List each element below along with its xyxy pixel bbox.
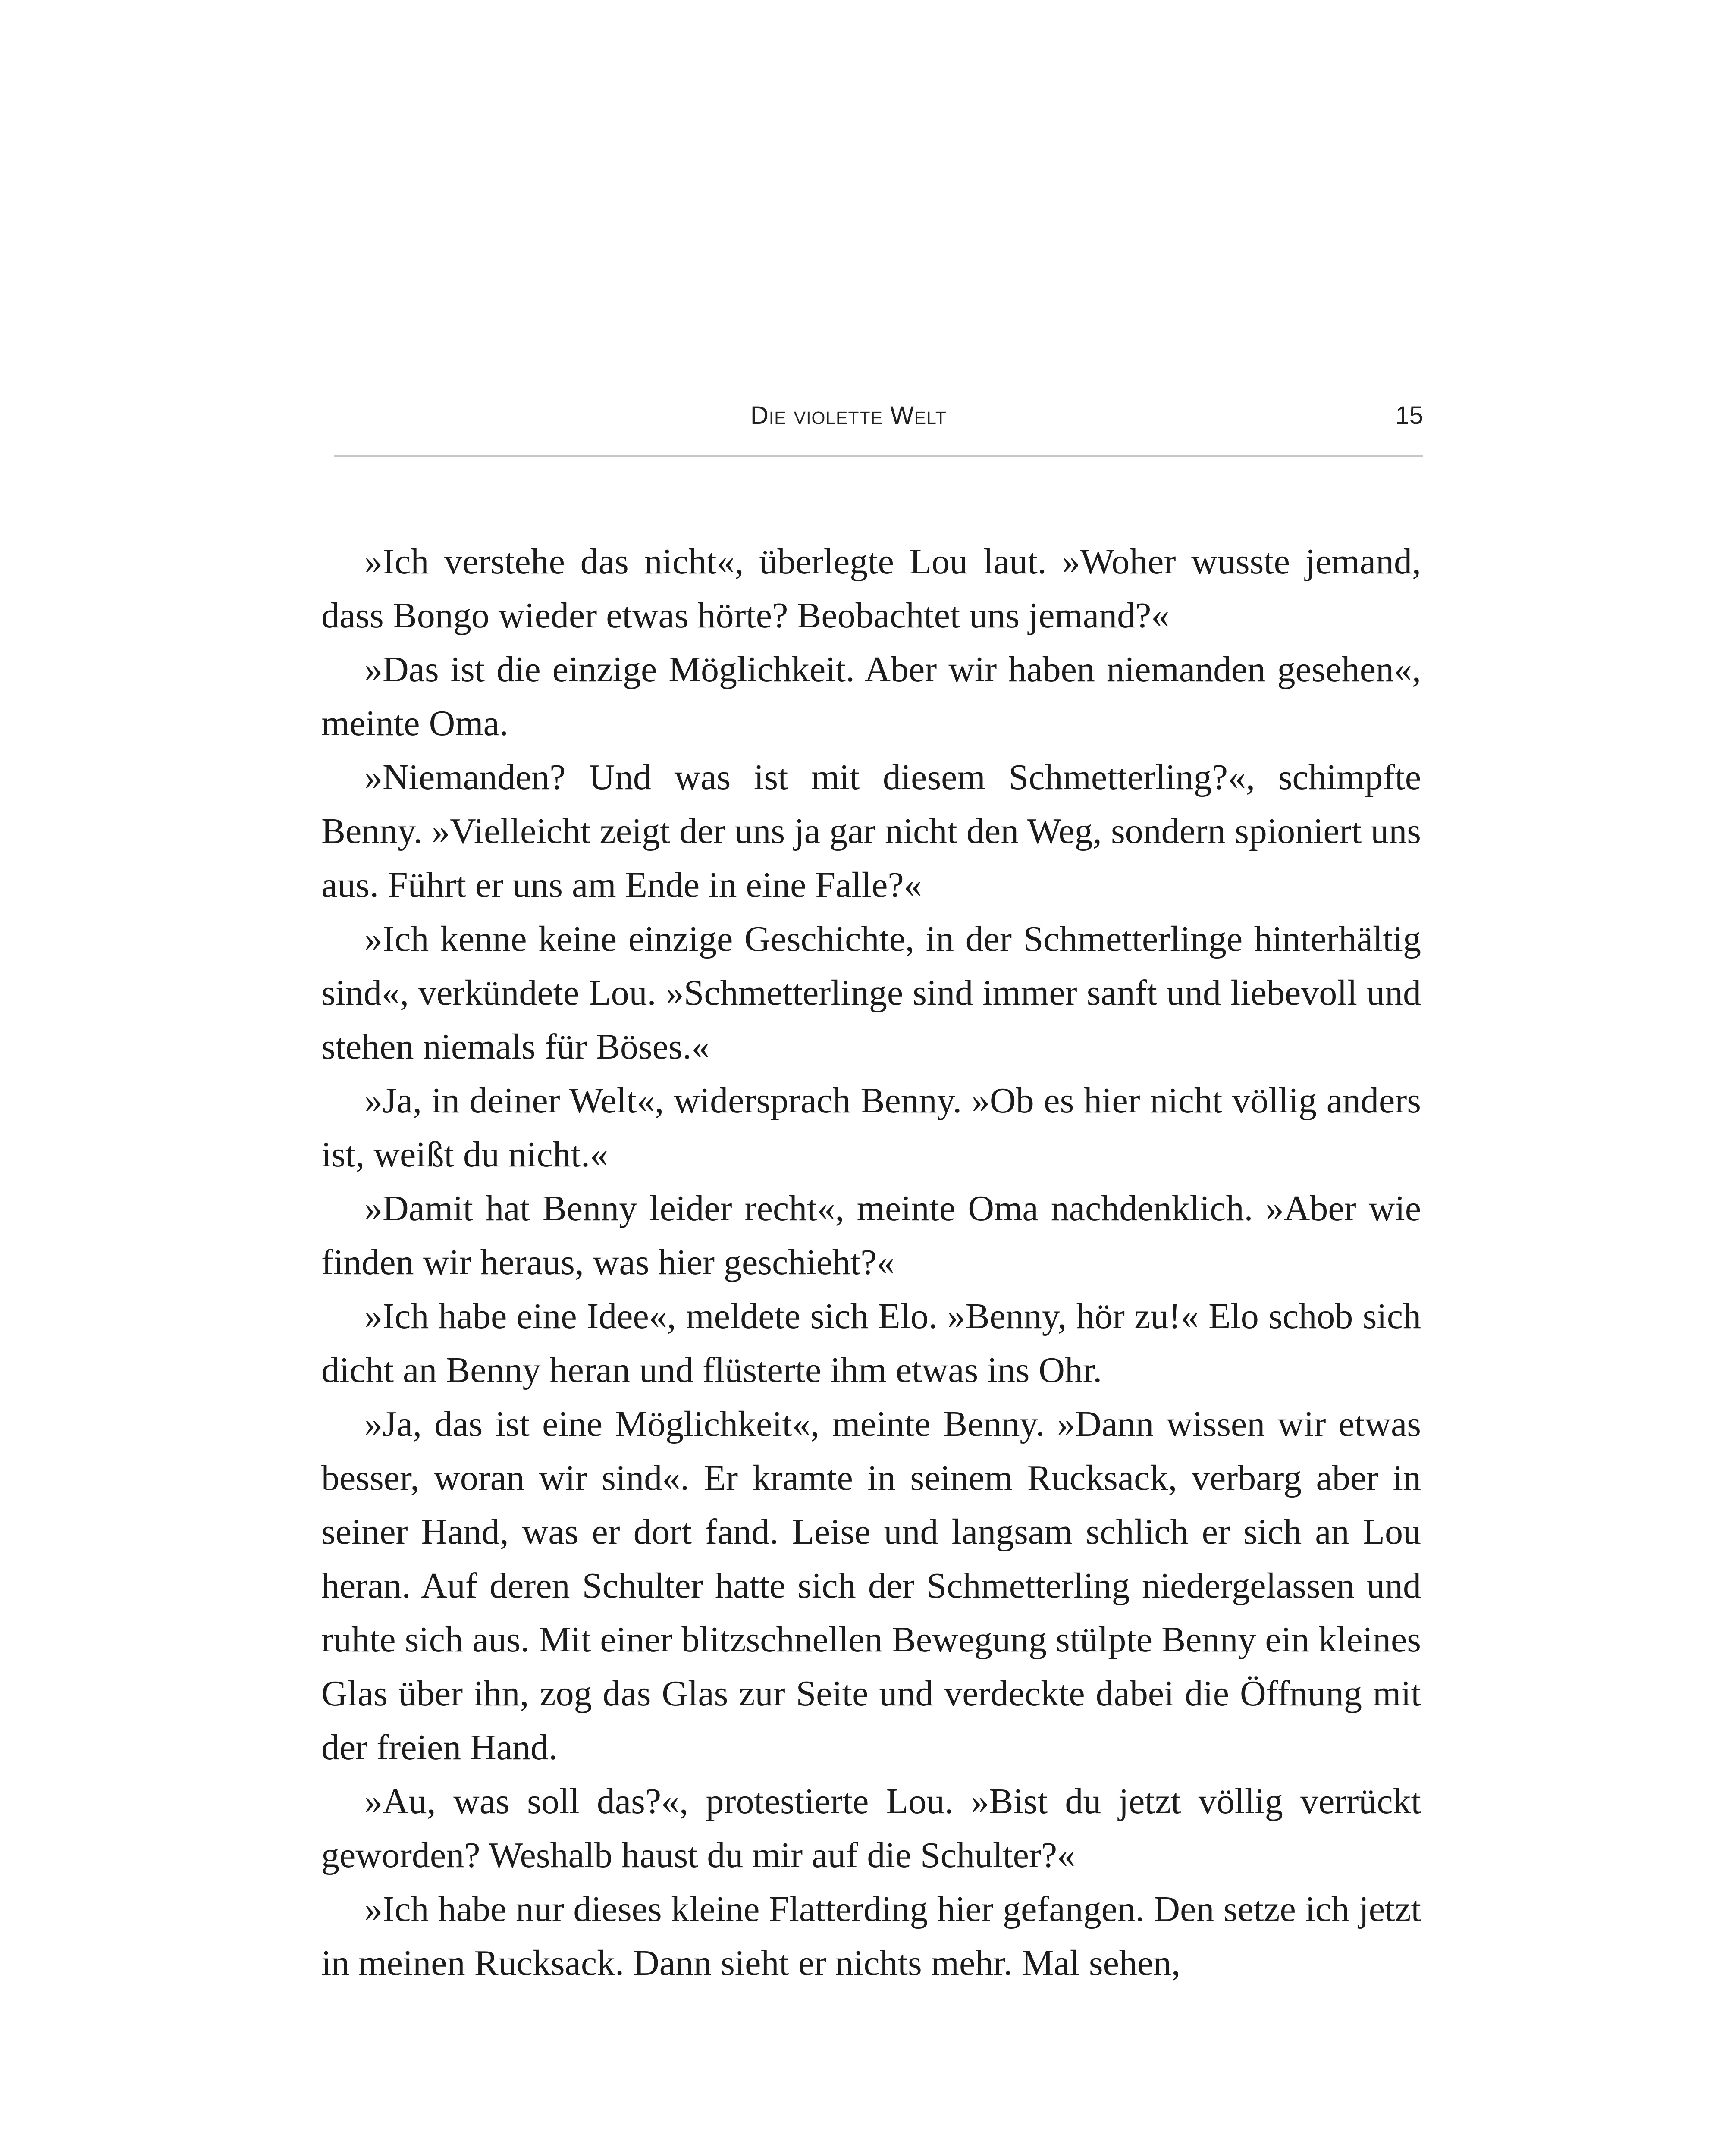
paragraph: »Au, was soll das?«, protestierte Lou. »Bist du jetzt völlig verrückt geworden? Weshalb haust du mir auf die Schulter?« (321, 1781, 1421, 1875)
paragraph: »Ich habe nur dieses kleine Flatterding hier gefangen. Den setze ich jetzt in meinen Rucksack. Dann sieht er nichts mehr. Mal sehen, (321, 1889, 1421, 1983)
paragraph: »Ja, das ist eine Möglichkeit«, meinte Benny. »Dann wissen wir etwas besser, woran wir sind«. Er kramte in seinem Rucksack, verbarg aber in seiner Hand, was er dort fand. Leise und langsam schlich er sich an Lou heran. Auf deren Schulter hatte sich der Schmetterling niedergelassen und ruhte sich aus. Mit einer blitzschnellen Bewegung stülpte Benny ein kleines Glas über ihn, zog das Glas zur Seite und verdeckte dabei die Öffnung mit der freien Hand. (321, 1404, 1421, 1767)
paragraph: »Ich verstehe das nicht«, überlegte Lou laut. »Woher wusste jemand, dass Bongo wieder etwas hörte? Beobachtet uns jemand?« (321, 542, 1421, 636)
running-header (334, 401, 1423, 436)
paragraph: »Damit hat Benny leider recht«, meinte Oma nachdenklich. »Aber wie finden wir heraus, was hier geschieht?« (321, 1188, 1421, 1282)
paragraph: »Ich kenne keine einzige Geschichte, in der Schmetterlinge hinterhältig sind«, verkündete Lou. »Schmetterlinge sind immer sanft und liebevoll und stehen niemals für Böses.« (321, 919, 1421, 1067)
header-rule (334, 455, 1423, 457)
body-text (321, 535, 1421, 1990)
paragraph: »Niemanden? Und was ist mit diesem Schmetterling?«, schimpfte Benny. »Vielleicht zeigt der uns ja gar nicht den Weg, sondern spioniert uns aus. Führt er uns am Ende in eine Falle?« (321, 757, 1421, 905)
paragraph: »Das ist die einzige Möglichkeit. Aber wir haben niemanden gesehen«, meinte Oma. (321, 649, 1421, 743)
page-number: 15 (1395, 401, 1423, 429)
running-title: Die violette Welt (750, 401, 947, 429)
paragraph: »Ja, in deiner Welt«, widersprach Benny. »Ob es hier nicht völlig anders ist, weißt du nicht.« (321, 1081, 1421, 1175)
paragraph: »Ich habe eine Idee«, meldete sich Elo. »Benny, hör zu!« Elo schob sich dicht an Benny heran und flüsterte ihm etwas ins Ohr. (321, 1296, 1421, 1390)
